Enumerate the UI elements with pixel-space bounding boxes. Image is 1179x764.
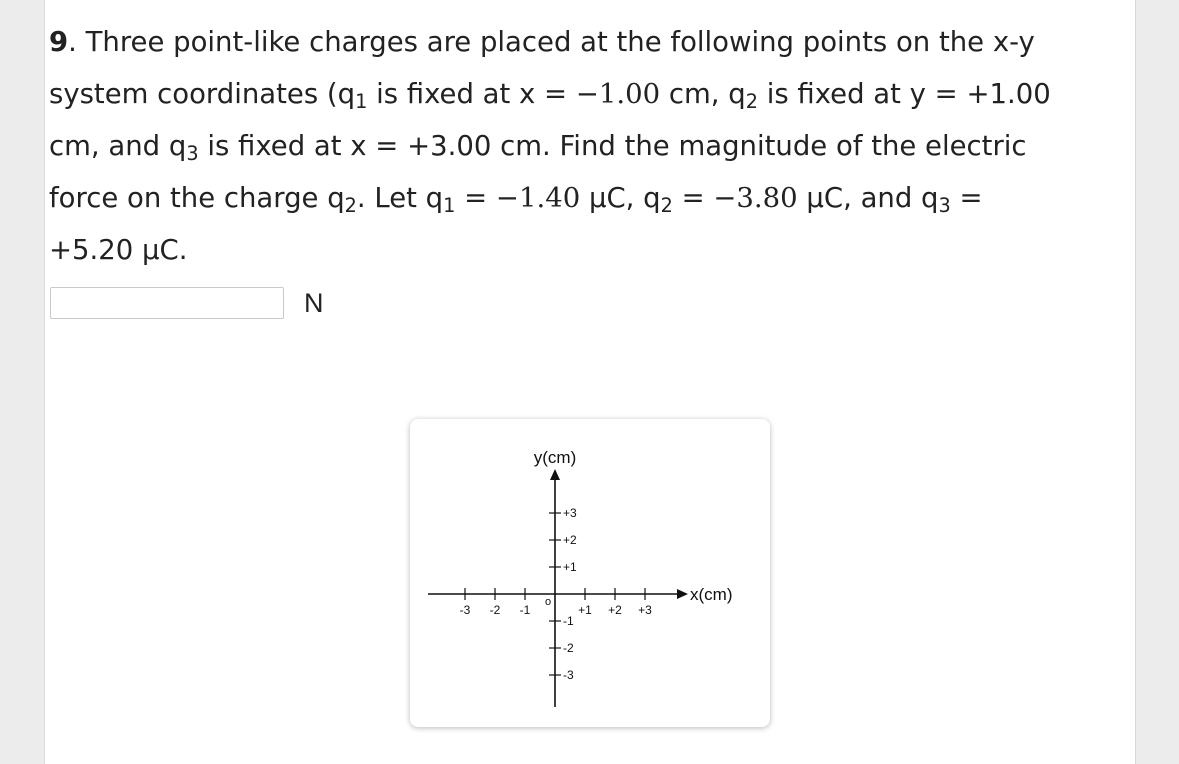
question-line-2: system coordinates ($q_1$ is fixed at x = −1.00 cm, $q_2$ is fixed at y = +1.00 <box>49 78 1051 113</box>
x-tick-label: +3 <box>638 603 652 617</box>
answer-input[interactable] <box>50 287 284 319</box>
question-number: 9 <box>49 26 69 58</box>
y-tick-label: +1 <box>563 560 577 574</box>
x-axis-arrow-icon <box>677 589 688 599</box>
y-tick-label: +3 <box>563 506 577 520</box>
question-line-1: 9. Three point-like charges are placed at the following points on the x-y <box>49 26 1035 58</box>
y-tick-label: -2 <box>563 641 574 655</box>
x-tick-label: +2 <box>608 603 622 617</box>
question-line-4: force on the charge $q_2$. Let $q_1 = -1.40$ μC, $q_2 = -3.80$ μC, and $q_3$ = <box>49 182 983 217</box>
y-axis-arrow-icon <box>550 469 560 480</box>
answer-unit-label: N <box>304 288 324 318</box>
x-tick-label: +1 <box>578 603 592 617</box>
y-tick-label: -3 <box>563 668 574 682</box>
question-line-3: cm, and $q_3$ is fixed at x = +3.00 cm. Find the magnitude of the electric <box>49 130 1027 165</box>
y-axis-label: y(cm) <box>533 448 577 467</box>
origin-label: o <box>545 596 552 608</box>
y-tick-label: -1 <box>563 614 574 628</box>
question-line-5: +5.20 μC. <box>49 234 188 266</box>
x-tick-label: -1 <box>519 603 531 617</box>
x-axis-label: x(cm) <box>690 585 733 604</box>
question-page <box>44 0 1136 764</box>
x-tick-label: -3 <box>459 603 471 617</box>
question-text <box>49 16 1129 276</box>
coordinate-figure <box>410 419 770 727</box>
x-tick-label: -2 <box>489 603 501 617</box>
y-tick-label: +2 <box>563 533 577 547</box>
coordinate-axes-diagram <box>410 419 770 727</box>
